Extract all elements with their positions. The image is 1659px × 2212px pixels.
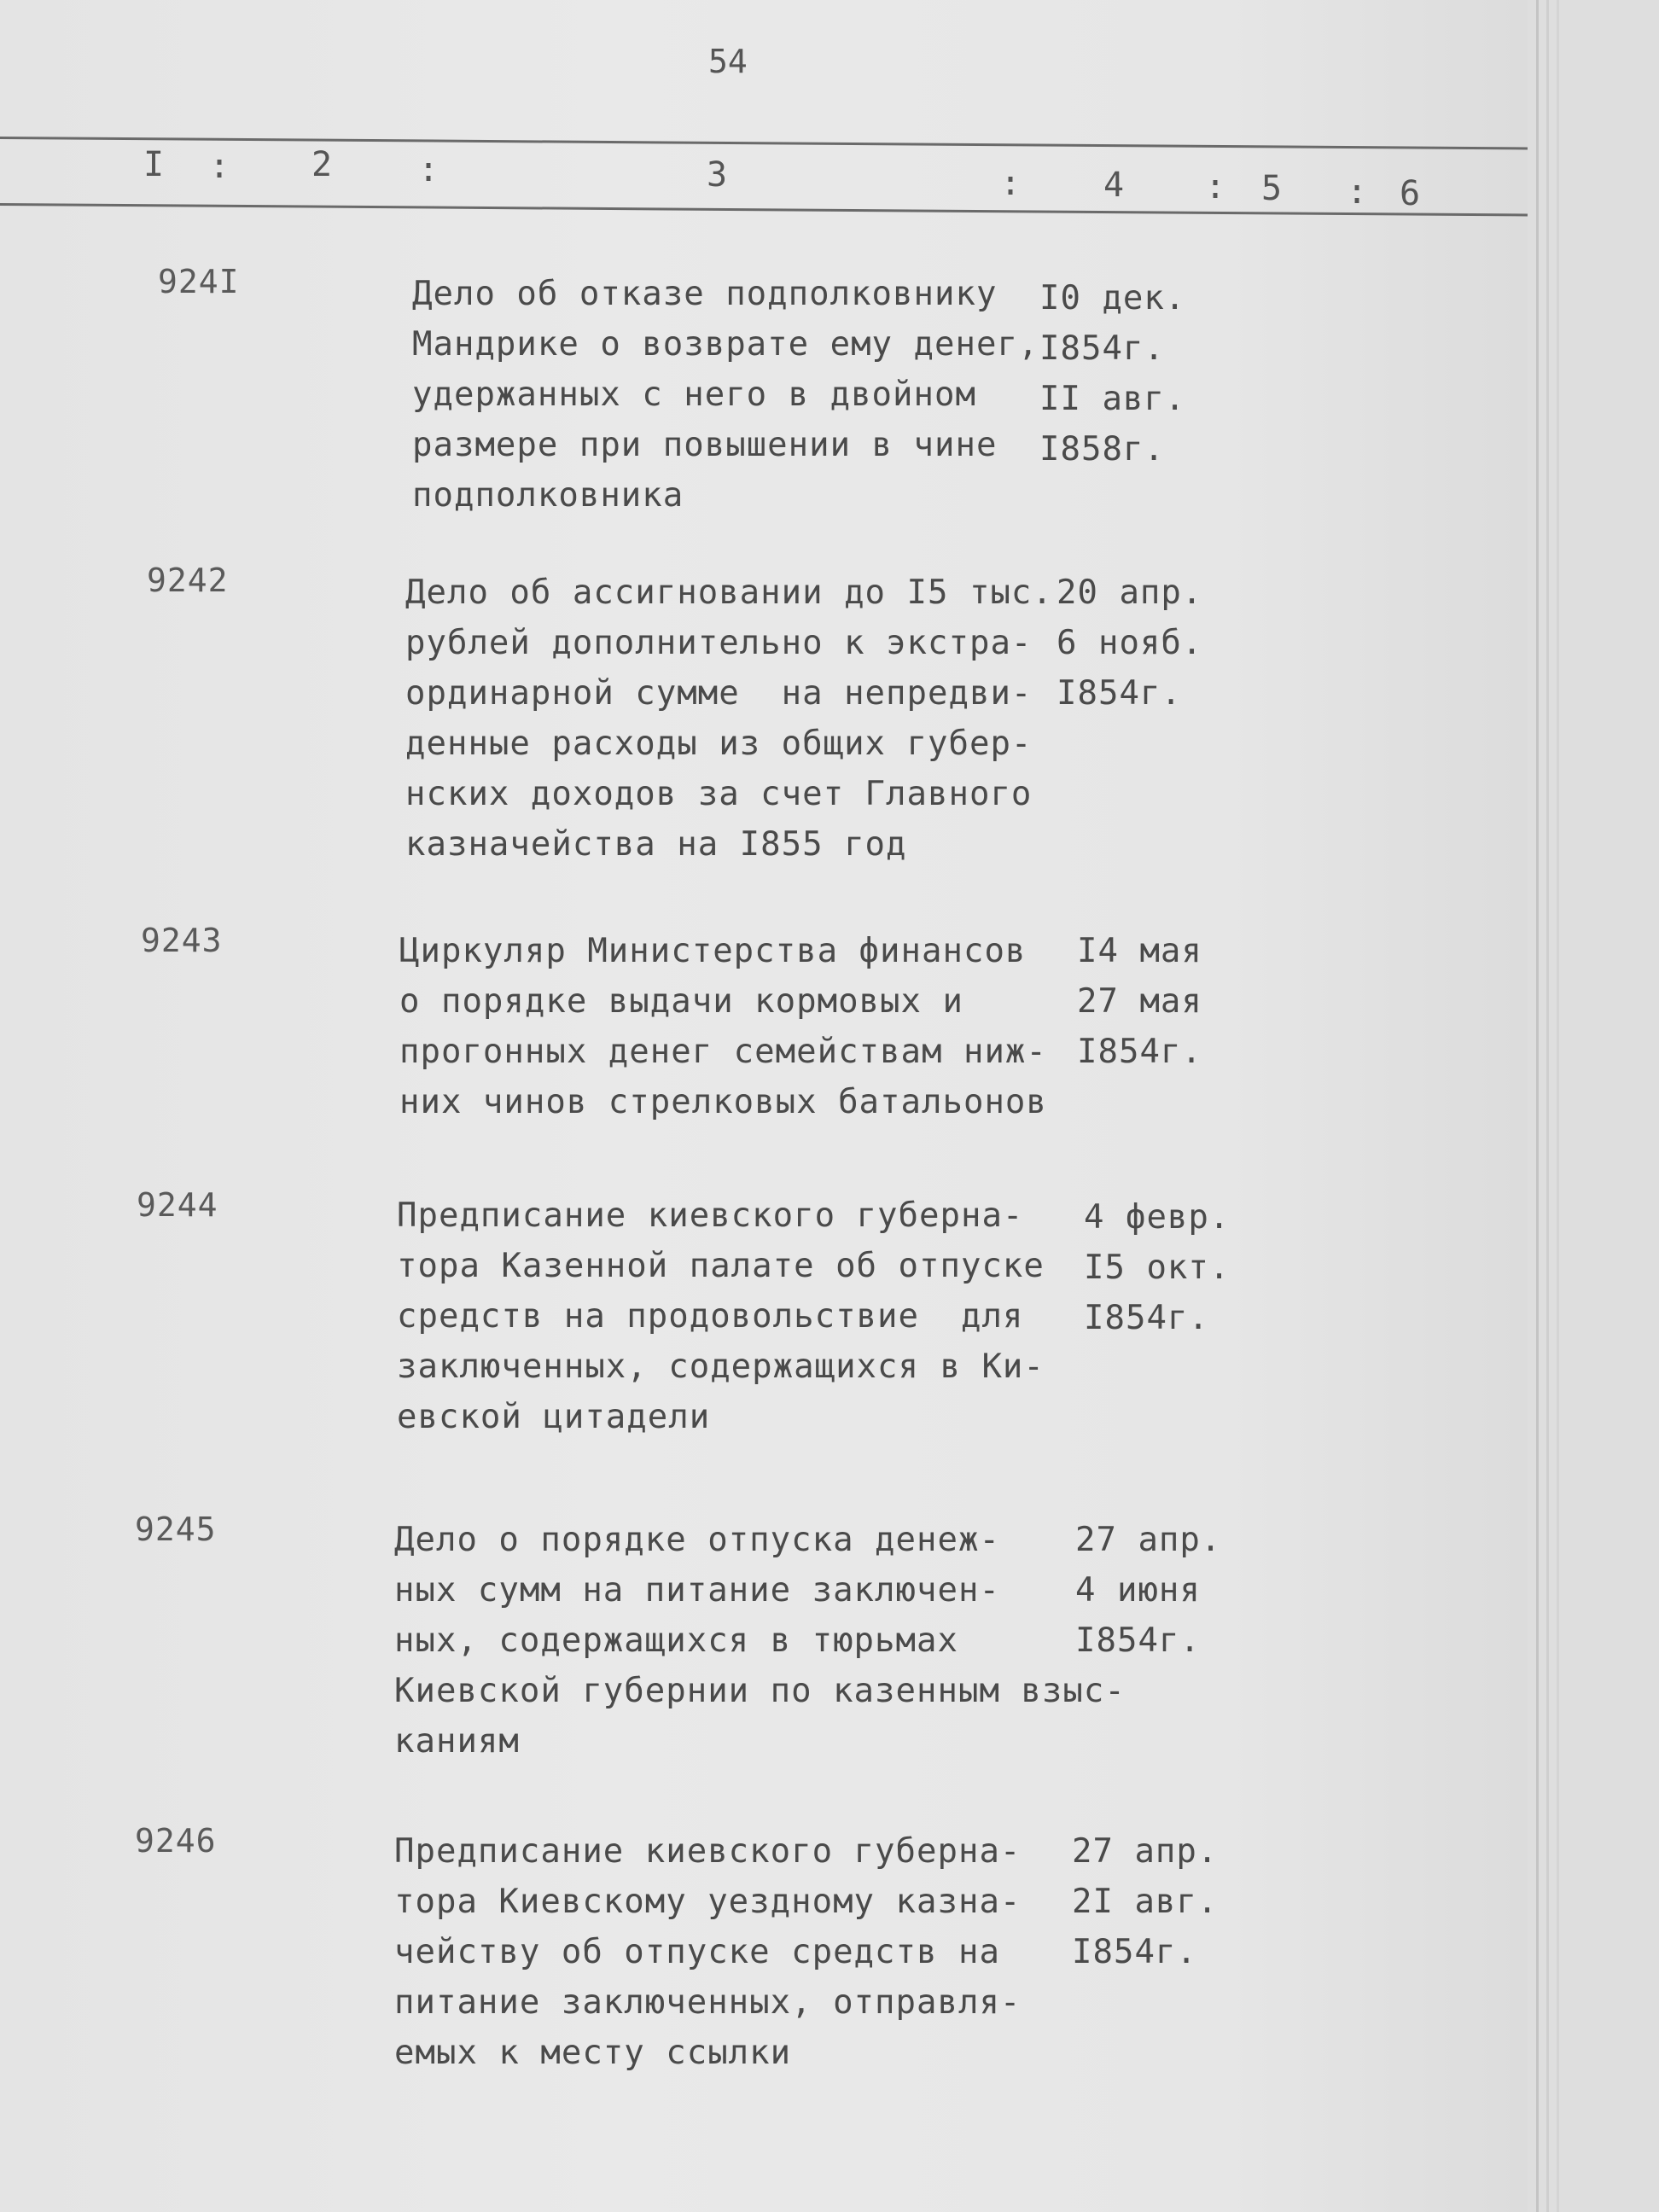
entry-title-line: подполковника	[412, 476, 684, 515]
header-bottom-rule	[0, 203, 1528, 216]
entry-date: I854г.	[1084, 1299, 1209, 1337]
entry-date: 6 нояб.	[1057, 624, 1203, 662]
entry-title-line: прогонных денег семействам ниж-	[399, 1033, 1047, 1071]
column-header: 4	[1103, 166, 1125, 205]
column-header: I	[143, 145, 165, 184]
entry-title-line: Мандрике о возврате ему денег,	[412, 325, 1039, 364]
entry-title-line: Предписание киевского губерна-	[397, 1196, 1024, 1235]
entry-title	[397, 1190, 1045, 1442]
entry-number: 9242	[147, 562, 229, 599]
entry-dates	[1077, 926, 1202, 1077]
column-header: 2	[311, 145, 333, 184]
entry-date: I854г.	[1057, 674, 1182, 713]
entry-title-line: емых к месту ссылки	[394, 2034, 792, 2072]
entry-date: 4 февр.	[1084, 1198, 1231, 1237]
entry-date: I854г.	[1072, 1933, 1197, 1971]
entry-title-line: размере при повышении в чине	[412, 426, 998, 464]
entry-date: 2I авг.	[1072, 1883, 1219, 1921]
entry-number: 9246	[135, 1822, 217, 1860]
entry-number: 9244	[137, 1186, 218, 1224]
entry-title-line: Дело об ассигновании до I5 тыс.	[405, 573, 1053, 612]
entry-title-line: денные расходы из общих губер-	[405, 725, 1033, 763]
entry-dates	[1057, 568, 1202, 719]
entry-title-line: Дело об отказе подполковнику	[412, 275, 998, 313]
entry-title-line: чейству об отпуске средств на	[394, 1933, 1000, 1971]
page-edge	[1557, 0, 1559, 2212]
entry-number: 9243	[141, 922, 223, 959]
entry-title-line: заключенных, содержащихся в Ки-	[397, 1348, 1045, 1386]
entry-title-line: казначейства на I855 год	[405, 825, 907, 864]
page-edge	[1546, 0, 1549, 2212]
entry-date: I858г.	[1039, 430, 1165, 469]
entry-date: I854г.	[1075, 1621, 1201, 1660]
entry-dates	[1072, 1826, 1218, 1977]
entry-dates	[1084, 1192, 1230, 1343]
column-header: 5	[1261, 169, 1283, 208]
entry-title	[412, 269, 1039, 521]
entry-title-line: ных сумм на питание заключен-	[394, 1571, 1000, 1610]
column-separator: :	[1205, 167, 1226, 207]
column-separator: :	[1347, 172, 1368, 212]
entry-title-line: Дело о порядке отпуска денеж-	[394, 1521, 1000, 1559]
entry-date: 27 апр.	[1075, 1521, 1222, 1559]
entry-date: 27 апр.	[1072, 1832, 1219, 1871]
entry-date: 4 июня	[1075, 1571, 1201, 1610]
entry-title-line: нских доходов за счет Главного	[405, 775, 1033, 813]
entry-title-line: них чинов стрелковых батальонов	[399, 1083, 1047, 1121]
entry-title-line: евской цитадели	[397, 1398, 711, 1436]
entry-date: 27 мая	[1077, 982, 1202, 1021]
entry-number: 924I	[158, 263, 240, 300]
entry-title-line: тора Киевскому уездному казна-	[394, 1883, 1022, 1921]
entry-dates	[1039, 273, 1185, 474]
entry-date: I854г.	[1077, 1033, 1202, 1071]
entry-date: I5 окт.	[1084, 1249, 1231, 1287]
column-separator: :	[1000, 164, 1022, 203]
entry-title-line: Киевской губернии по казенным взыс-	[394, 1672, 1126, 1710]
entry-title-line: ных, содержащихся в тюрьмах	[394, 1621, 958, 1660]
entry-date: I0 дек.	[1039, 279, 1186, 317]
entry-title-line: о порядке выдачи кормовых и	[399, 982, 963, 1021]
entry-title-line: удержанных с него в двойном	[412, 375, 976, 414]
entry-title	[394, 1826, 1021, 2078]
entry-date: I854г.	[1039, 329, 1165, 368]
column-header: 3	[707, 155, 728, 195]
entry-title-line: Предписание киевского губерна-	[394, 1832, 1022, 1871]
entry-title	[405, 568, 1053, 870]
entry-dates	[1075, 1515, 1221, 1666]
column-separator: :	[418, 150, 439, 189]
entry-title	[399, 926, 1047, 1127]
page-number: 54	[708, 43, 748, 80]
entry-title-line: рублей дополнительно к экстра-	[405, 624, 1033, 662]
entry-title-line: Циркуляр Министерства финансов	[399, 932, 1027, 970]
page-edge	[1536, 0, 1539, 2212]
entry-title-line: ординарной сумме на непредви-	[405, 674, 1033, 713]
column-separator: :	[209, 147, 230, 186]
entry-title-line: тора Казенной палате об отпуске	[397, 1247, 1045, 1285]
column-header: 6	[1400, 174, 1421, 213]
entry-title	[394, 1515, 1126, 1767]
entry-title-line: каниям	[394, 1722, 520, 1761]
entry-title-line: средств на продовольствие для	[397, 1297, 1024, 1336]
entry-date: I4 мая	[1077, 932, 1202, 970]
entry-date: 20 апр.	[1057, 573, 1203, 612]
entry-number: 9245	[135, 1511, 217, 1548]
entry-title-line: питание заключенных, отправля-	[394, 1983, 1022, 2022]
entry-date: II авг.	[1039, 380, 1186, 418]
